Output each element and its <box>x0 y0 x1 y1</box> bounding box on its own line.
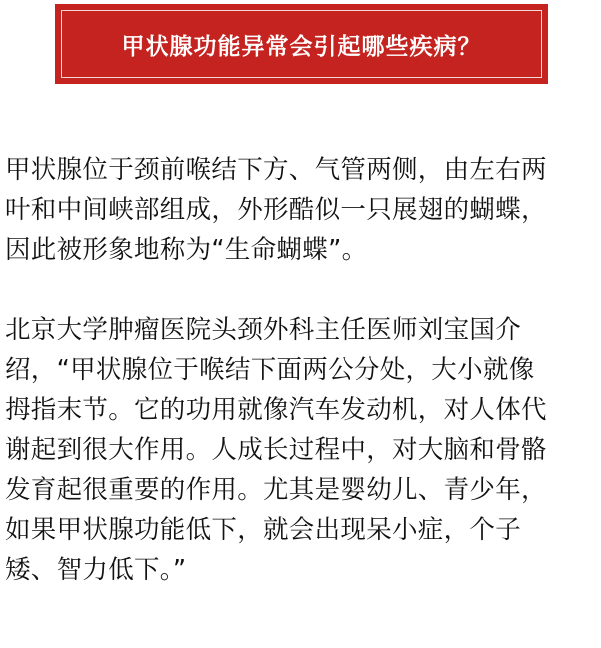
text-line: 北京大学肿瘤医院头颈外科主任医师刘宝国介 <box>5 315 522 345</box>
paragraph-intro <box>5 150 597 270</box>
text-line: 谢起到很大作用。人成长过程中，对大脑和骨骼 <box>5 435 547 465</box>
text-line: 甲状腺位于颈前喉结下方、气管两侧，由左右两 <box>5 155 547 185</box>
text-line: 矮、智力低下。” <box>5 555 187 585</box>
text-line: 如果甲状腺功能低下，就会出现呆小症，个子 <box>5 515 522 545</box>
banner-title: 甲状腺功能异常会引起哪些疾病？ <box>121 33 482 60</box>
title-banner-frame <box>61 10 542 78</box>
text-line: 因此被形象地称为“生命蝴蝶”。 <box>5 235 368 265</box>
paragraph-quote <box>5 310 597 590</box>
text-line: 绍，“甲状腺位于喉结下面两公分处，大小就像 <box>5 355 535 385</box>
text-line: 拇指末节。它的功用就像汽车发动机，对人体代 <box>5 395 547 425</box>
article-body <box>5 150 597 590</box>
text-line: 叶和中间峡部组成，外形酷似一只展翅的蝴蝶， <box>5 195 547 225</box>
title-banner <box>55 4 548 84</box>
text-line: 发育起很重要的作用。尤其是婴幼儿、青少年， <box>5 475 547 505</box>
